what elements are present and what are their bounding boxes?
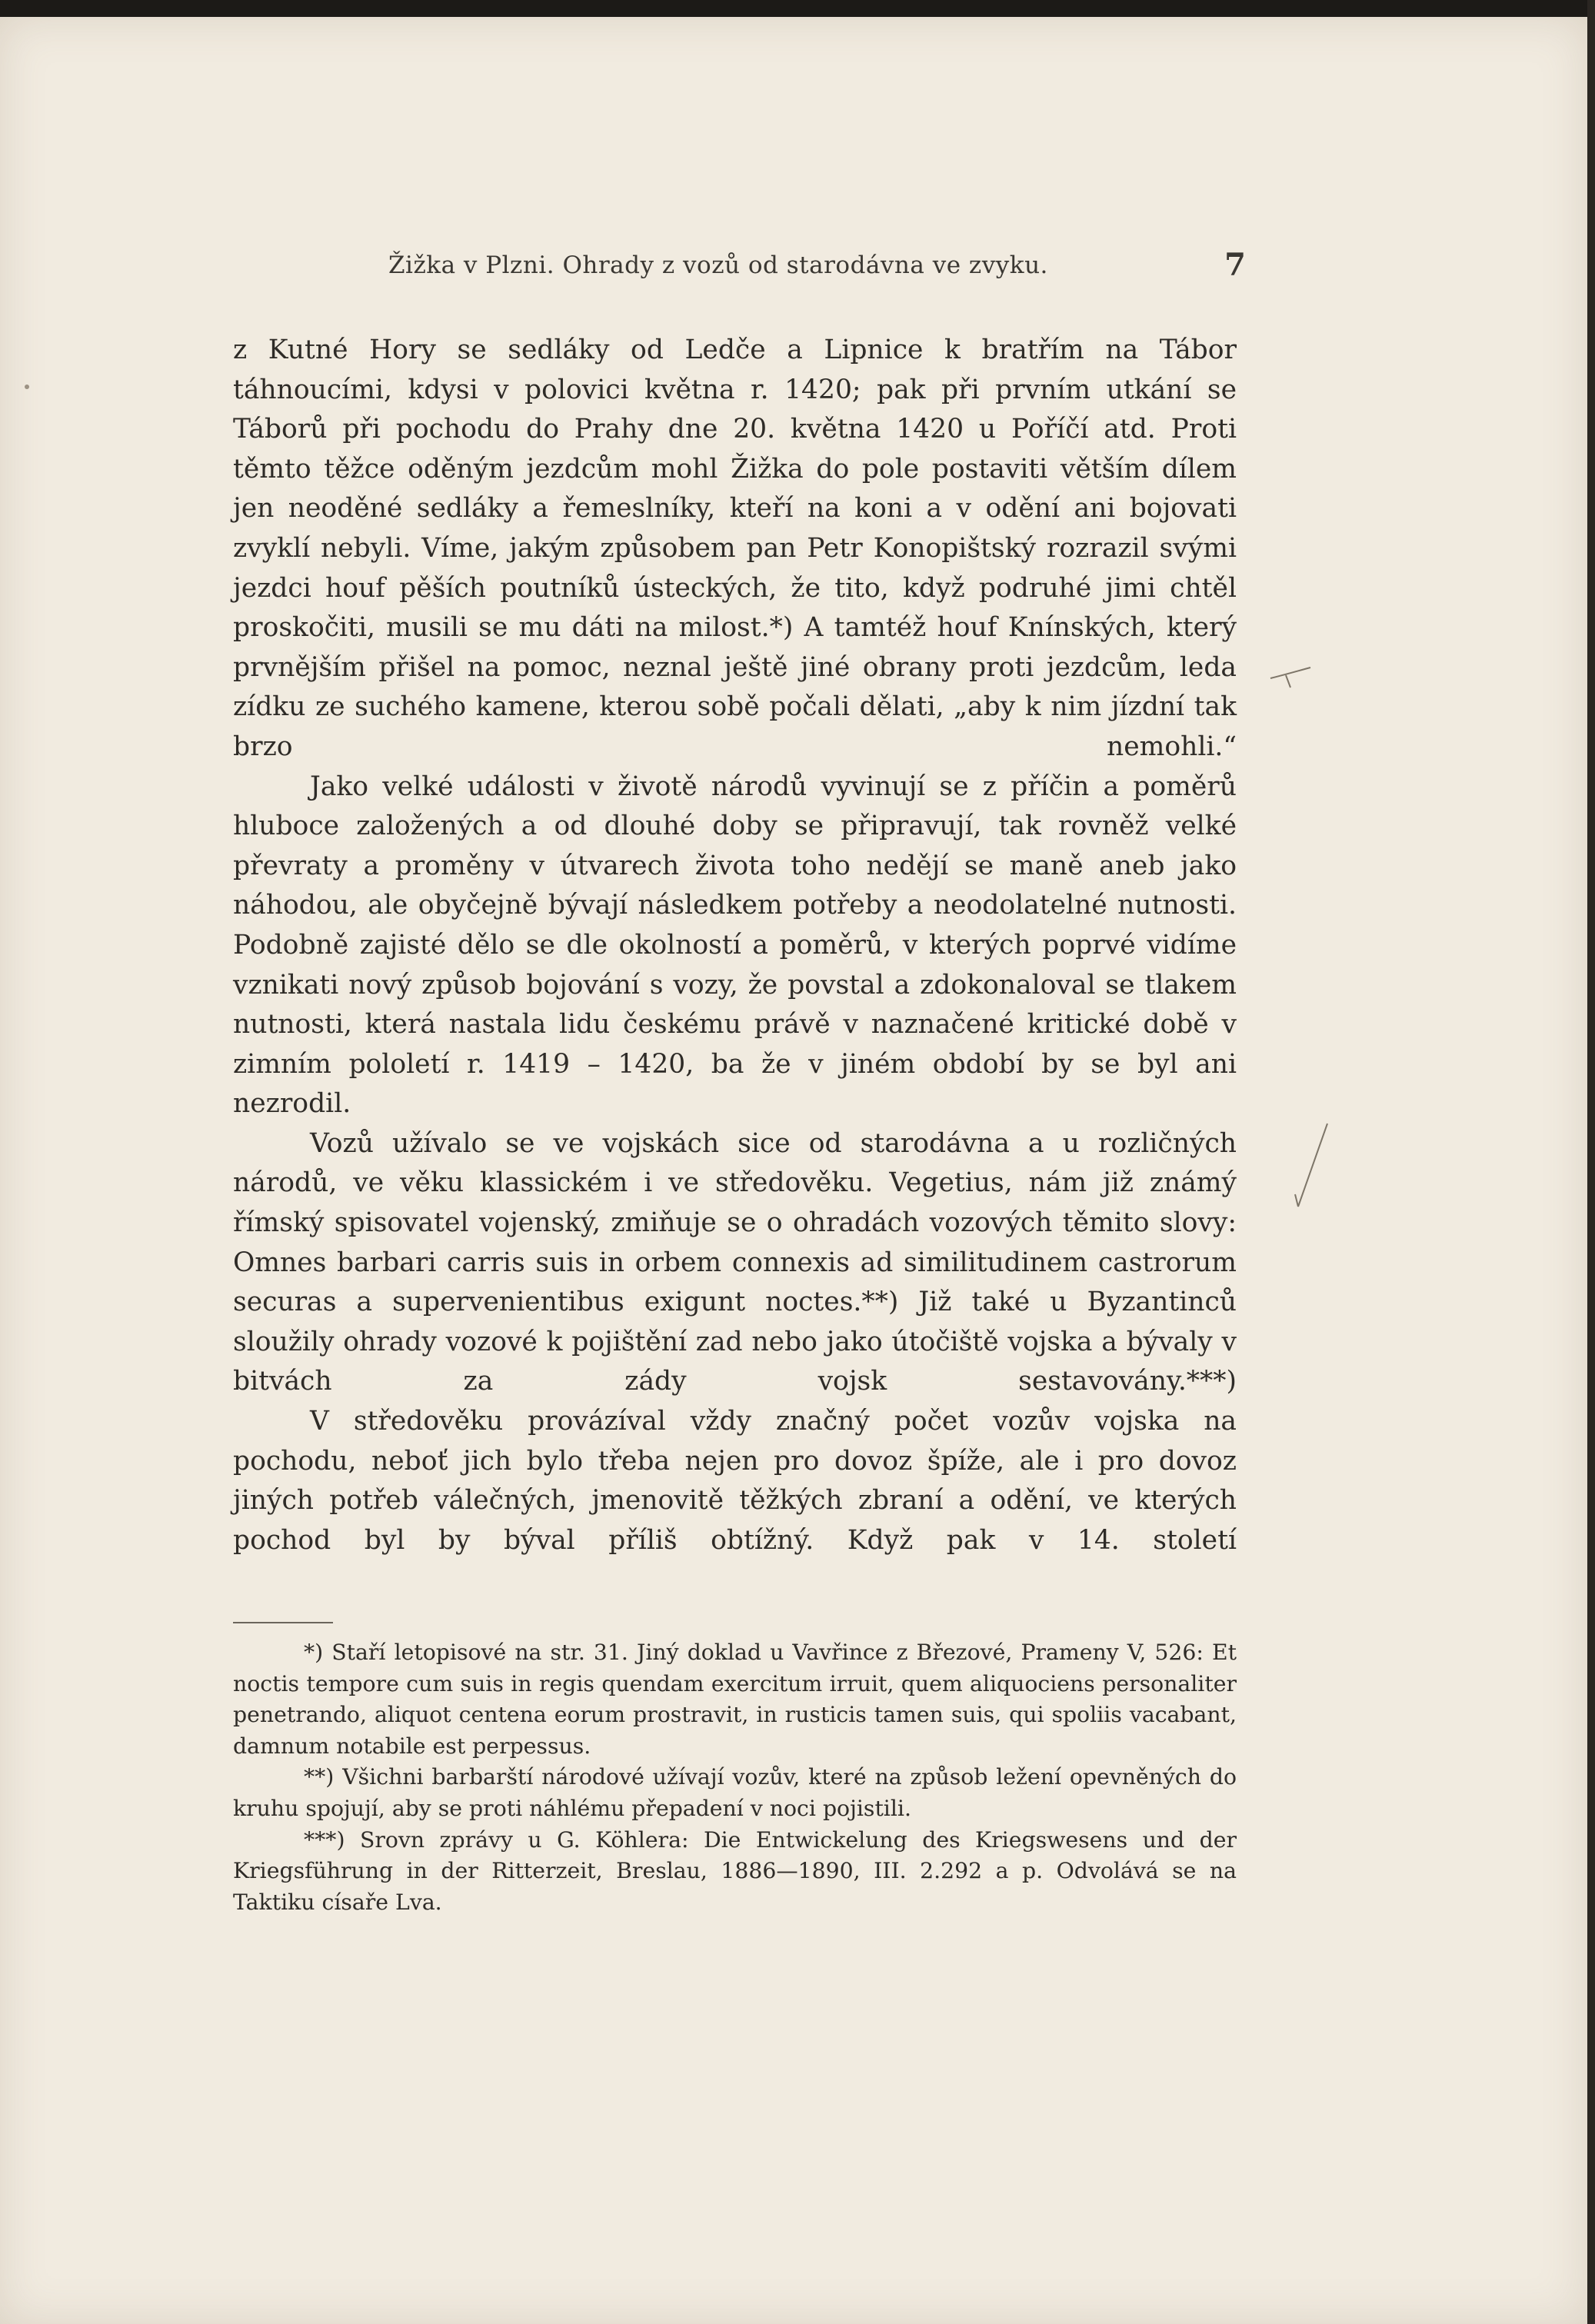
pencil-mark-icon	[1267, 661, 1314, 692]
paragraph: V středověku provázíval vždy značný počet vozův vojska na pochodu, neboť jich bylo třeba nejen pro dovoz špíže, ale i pro dovoz jiných potřeb válečných, jmenovitě těžkých zbraní a odění, ve kterých pochod byl by býval příliš obtížný. Když pak v 14. století	[233, 1406, 1237, 1556]
paragraph: Jako velké události v životě národů vyvinují se z příčin a poměrů hluboce založených a od dlouhé doby se připravují, tak rovněž velké převraty a proměny v útvarech života toho nedějí se maně aneb jako náhodou, ale obyčejně bývají následkem potřeby a neodolatelné nutnosti. Podobně zajisté dělo se dle okolností a poměrů, v kterých poprvé vidíme vznikati nový způsob bojování s vozy, že povstal a zdokonaloval se tlakem nutnosti, která nastala lidu českému právě v naznačené kritické době v zimním pololetí r. 1419 – 1420, ba že v jiném období by se byl ani nezrodil.	[233, 771, 1237, 1120]
page-number: 7	[1224, 247, 1246, 283]
paragraph: Vozů užívalo se ve vojskách sice od starodávna a u rozličných národů, ve věku klassickém i ve středověku. Vegetius, nám již známý římský spisovatel vojenský, zmiňuje se o ohradách vozových těmito slovy: Omnes barbari carris suis in orbem connexis ad similitudinem castrorum securas a supervenientibus exigunt noctes.**) Již také u Byzantinců sloužily ohrady vozové k pojištění zad nebo jako útočiště vojska a bývaly v bitvách za zády vojsk sestavovány.***)	[233, 1127, 1237, 1397]
footnote: *) Staří letopisové na str. 31. Jiný doklad u Vavřince z Březové, Prameny V, 526: Et noctis tempore cum suis in regis quendam exercitum irruit, quem aliquociens personaliter penetrando, aliquot centena eorum prostravit, in rusticis tamen suis, qui spoliis vacabant, damnum notabile est perpessus.	[233, 1640, 1237, 1759]
footnote: **) Všichni barbarští národové užívají vozův, které na způsob ležení opevněných do kruhu spojují, aby se proti náhlému přepadení v noci pojistili.	[233, 1764, 1237, 1821]
footnote-rule	[233, 1622, 333, 1623]
footnotes	[233, 1637, 1237, 1918]
page-header	[388, 247, 1246, 290]
pencil-stroke-icon	[1292, 1120, 1330, 1220]
body-text	[233, 331, 1237, 1560]
binding-edge	[1587, 0, 1595, 2324]
paragraph: z Kutné Hory se sedláky od Ledče a Lipnice k bratřím na Tábor táhnoucími, kdysi v polovici května r. 1420; pak při prvním utkání se Táborů při pochodu do Prahy dne 20. května 1420 u Poříčí atd. Proti těmto těžce oděným jezdcům mohl Žižka do pole postaviti větším dílem jen neoděné sedláky a řemeslníky, kteří na koni a v odění ani bojovati zvyklí nebyli. Víme, jakým způsobem pan Petr Konopištský rozrazil svými jezdci houf pěších poutníků ústeckých, že tito, když podruhé jimi chtěl proskočiti, musili se mu dáti na milost.*) A tamtéž houf Knínských, který prvnějším přišel na pomoc, neznal ještě jiné obrany proti jezdcům, leda zídku ze suchého kamene, kterou sobě počali dělati, „aby k nim jízdní tak brzo nemohli.“	[233, 335, 1237, 762]
footnote: ***) Srovn zprávy u G. Köhlera: Die Entwickelung des Kriegswesens und der Kriegsführung in der Ritterzeit, Breslau, 1886—1890, III. 2.292 a p. Odvolává se na Taktiku císaře Lva.	[233, 1826, 1237, 1915]
page-speck	[25, 385, 29, 389]
running-title: Žižka v Plzni. Ohrady z vozů od starodávna ve zvyku.	[388, 251, 1048, 279]
book-page	[0, 17, 1587, 2324]
